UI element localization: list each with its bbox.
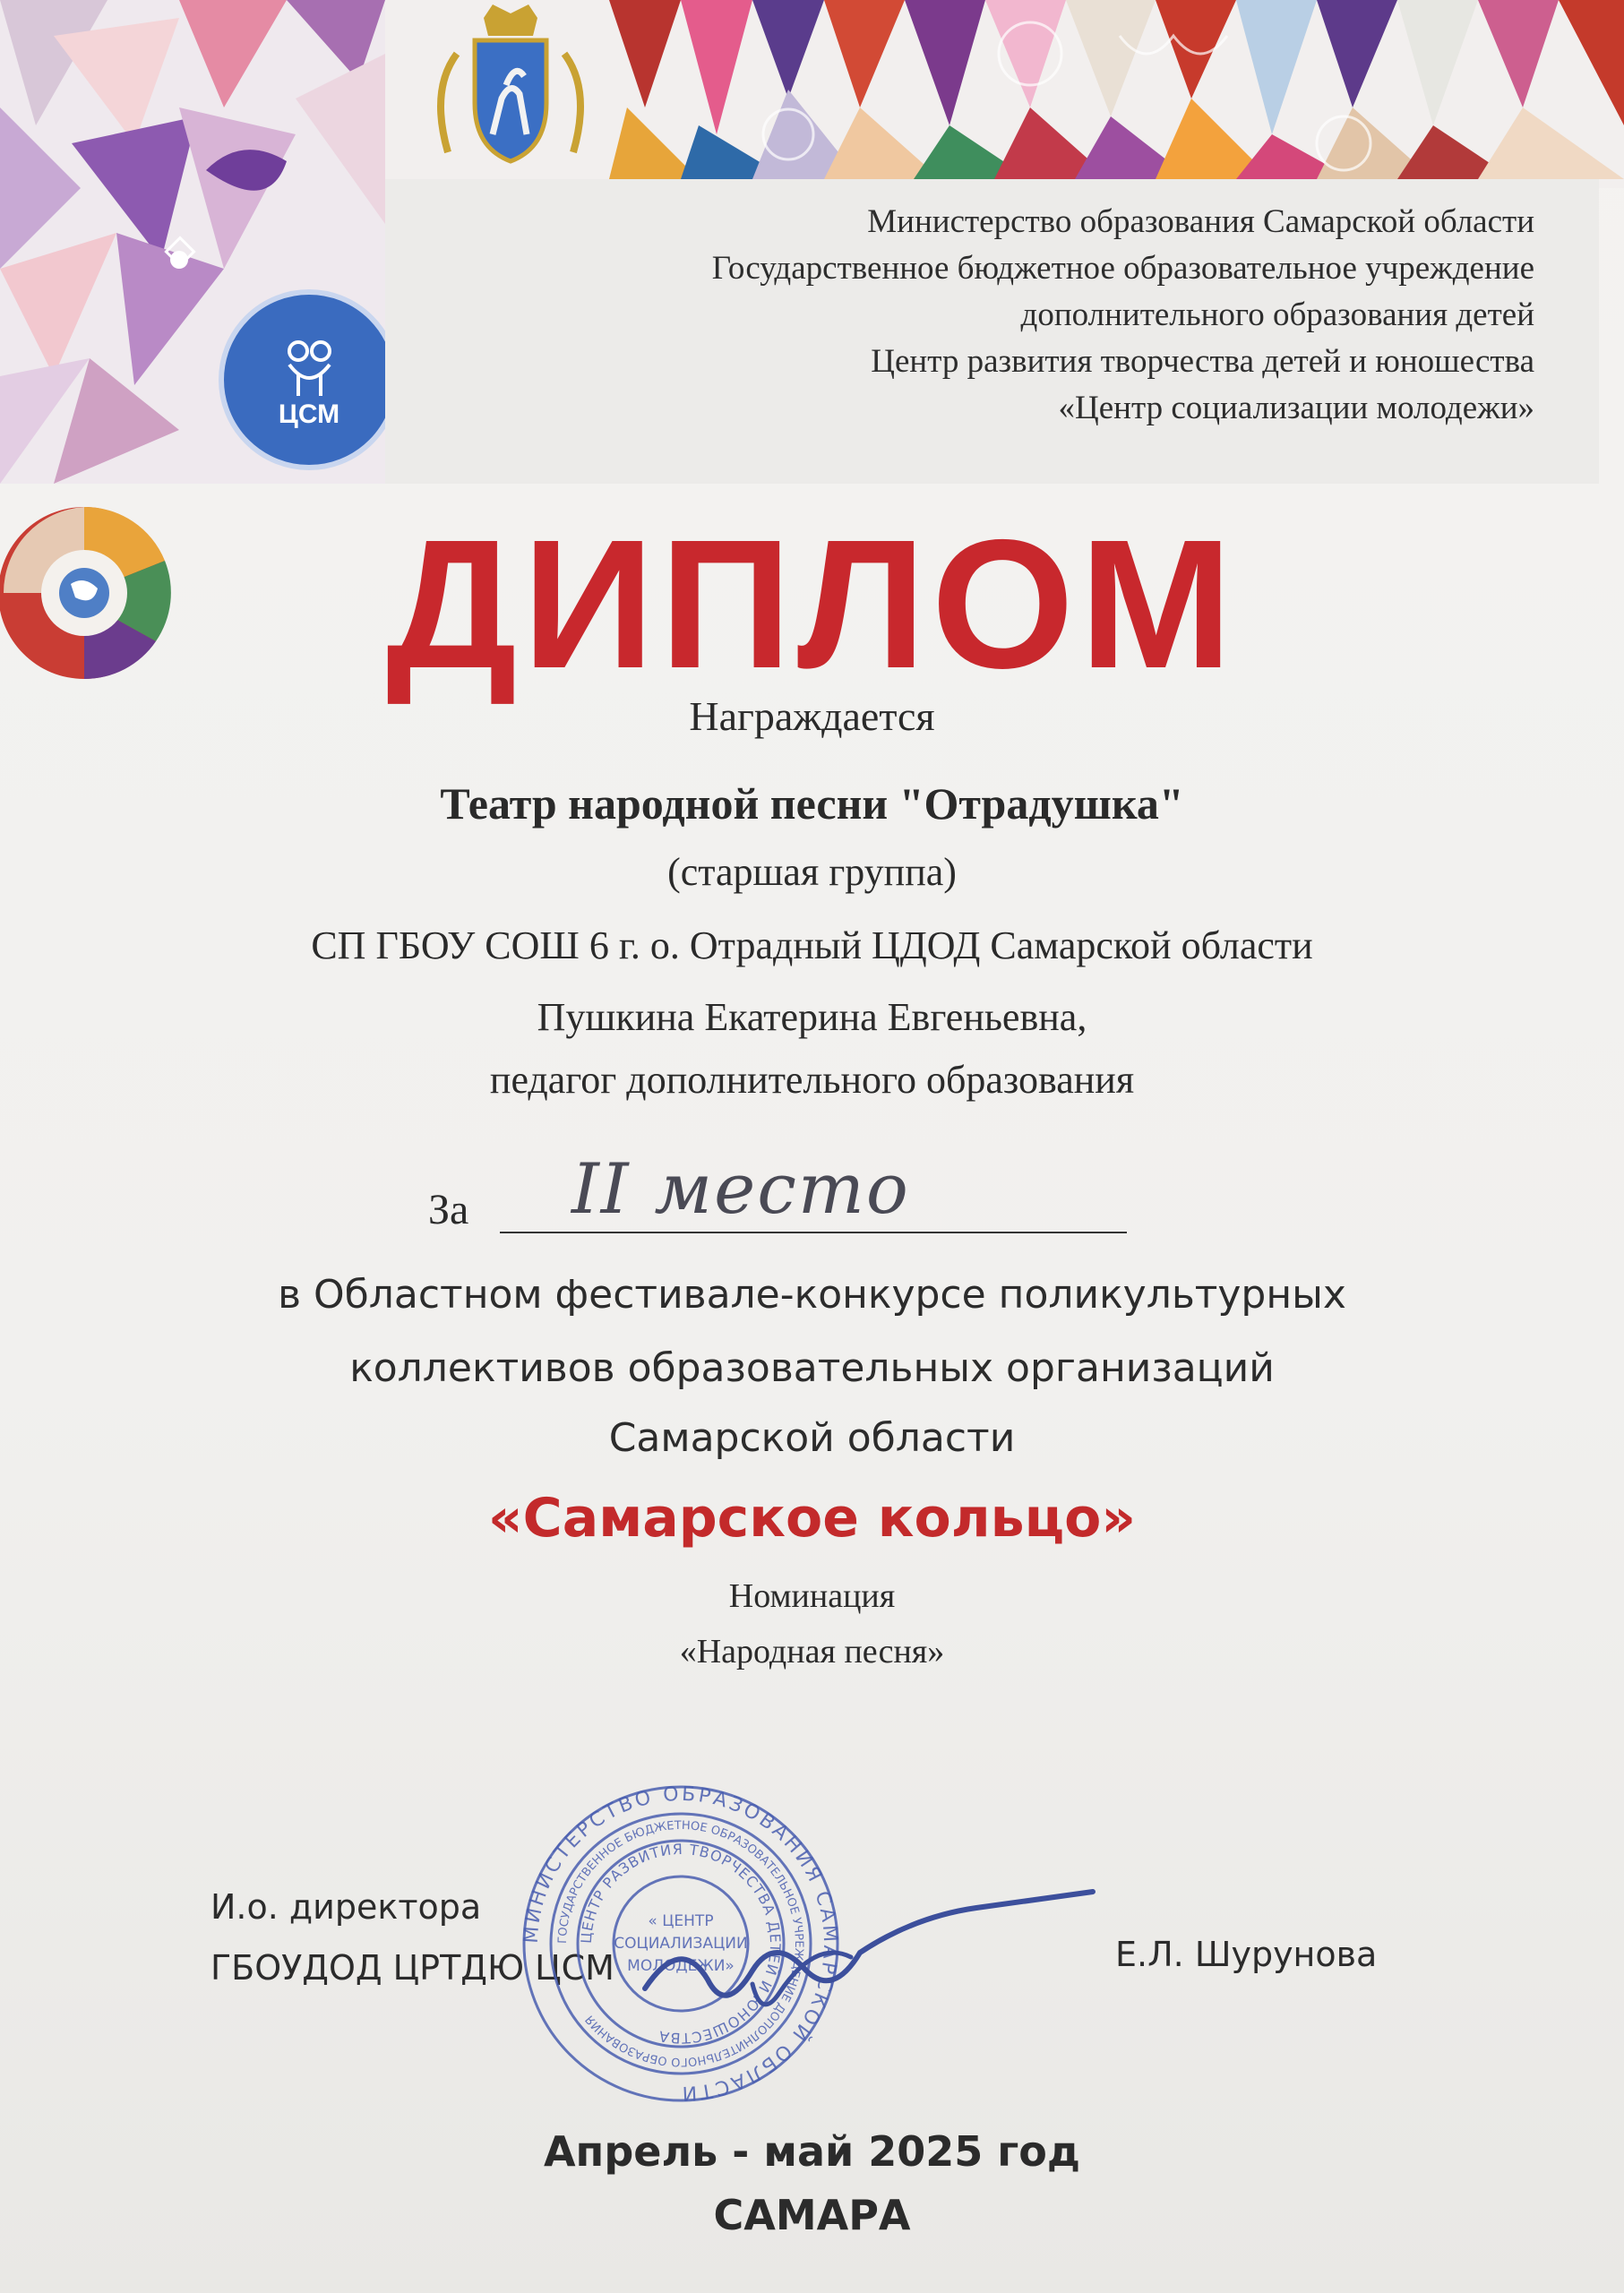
place-handwritten: II место bbox=[571, 1149, 910, 1230]
place-row bbox=[428, 1149, 1163, 1241]
date-line: Апрель - май 2025 год bbox=[543, 2127, 1081, 2176]
teacher-name: Пушкина Екатерина Евгеньевна, bbox=[537, 995, 1087, 1039]
org-line: Министерство образования Самарской области bbox=[867, 203, 1534, 240]
teacher-position: педагог дополнительного образования bbox=[489, 1058, 1135, 1102]
stamp-middle-text: ГОСУДАРСТВЕННОЕ БЮДЖЕТНОЕ ОБРАЗОВАТЕЛЬНОЕ УЧРЕЖДЕНИЕ ДОПОЛНИТЕЛЬНОГО ОБРАЗОВАНИЯ bbox=[555, 1818, 806, 2069]
school-name: СП ГБОУ СОШ 6 г. о. Отрадный ЦДОД Самарской области bbox=[311, 923, 1313, 967]
festival-line: Самарской области bbox=[608, 1415, 1016, 1461]
org-line: «Центр социализации молодежи» bbox=[1058, 390, 1534, 426]
nomination-label: Номинация bbox=[728, 1577, 896, 1615]
stamp-inner-text: ЦЕНТР РАЗВИТИЯ ТВОРЧЕСТВА ДЕТЕЙ И ЮНОШЕСТВА bbox=[577, 1840, 785, 2048]
ensemble-name: Театр народной песни "Отрадушка" bbox=[440, 778, 1184, 829]
group-label: (старшая группа) bbox=[667, 850, 957, 894]
festival-line: коллективов образовательных организаций bbox=[349, 1345, 1275, 1391]
awarded-label: Награждается bbox=[689, 693, 935, 739]
organization-header bbox=[370, 199, 1534, 432]
signatory-name: Е.Л. Шурунова bbox=[1115, 1935, 1378, 1974]
signatory-role-line: И.о. директора bbox=[211, 1887, 482, 1927]
signatory-role-line: ГБОУДОД ЦРТДЮ ЦСМ bbox=[211, 1948, 614, 1988]
nomination-name: «Народная песня» bbox=[679, 1633, 945, 1670]
org-line: Центр развития творчества детей и юношества bbox=[871, 343, 1534, 380]
place-prefix: За bbox=[428, 1186, 469, 1233]
festival-name: «Самарское кольцо» bbox=[487, 1487, 1137, 1550]
org-line: дополнительного образования детей bbox=[1020, 296, 1534, 333]
stamp-outer-text: МИНИСТЕРСТВО ОБРАЗОВАНИЯ САМАРСКОЙ ОБЛАСТИ bbox=[520, 1782, 842, 2105]
coat-of-arms-icon bbox=[421, 0, 600, 175]
csm-logo-text: ЦСМ bbox=[278, 399, 340, 429]
festival-line: в Областном фестивале-конкурсе поликультурных bbox=[278, 1272, 1346, 1318]
city-line: САМАРА bbox=[713, 2191, 911, 2239]
place-underline bbox=[500, 1232, 1127, 1233]
stamp-center-text: МОЛОДЕЖИ» bbox=[627, 1957, 735, 1975]
org-line: Государственное бюджетное образовательное учреждение bbox=[711, 250, 1534, 287]
stamp-center-text: « ЦЕНТР bbox=[648, 1912, 714, 1930]
stamp-center-text: СОЦИАЛИЗАЦИИ bbox=[614, 1935, 748, 1953]
handwritten-signature bbox=[627, 1881, 1111, 2060]
diploma-title: ДИПЛОМ bbox=[386, 502, 1238, 707]
